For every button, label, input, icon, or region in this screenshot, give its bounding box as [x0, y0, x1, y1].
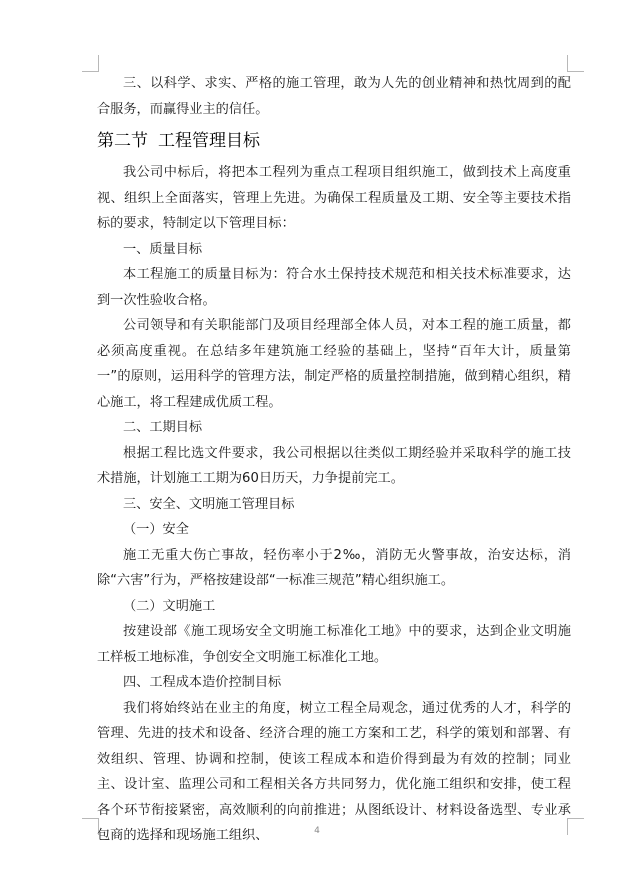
page-number: 4	[314, 826, 320, 836]
subheading-quality: 一、质量目标	[123, 241, 203, 257]
document-body	[97, 71, 571, 849]
subheading-safety: 三、安全、文明施工管理目标	[123, 496, 295, 512]
paragraph: 我们将始终站在业主的角度，树立工程全局观念，通过优秀的人才，科学的管理、先进的技术和设备、经济合理的施工方案和工艺，科学的策划和部署、有效组织、管理、协调和控制，使该工程成本和造价得到最为有效的控制；同业主、设计室、监理公司和工程相关各方共同努力，优化施工组织和安排，使工程各个环节衔接紧密，高效顺利的向前推进；从图纸设计、材料设备选型、专业承包商的选择和现场施工组织、	[97, 700, 571, 843]
paragraph: 公司领导和有关职能部门及项目经理部全体人员，对本工程的施工质量，都必须高度重视。在总结多年建筑施工经验的基础上，坚持“百年大计，质量第一”的原则，运用科学的管理方法，制定严格的质量控制措施，做到精心组织，精心施工，将工程建成优质工程。	[97, 318, 571, 410]
paragraph: 按建设部《施工现场安全文明施工标准化工地》中的要求，达到企业文明施工样板工地标准，争创安全文明施工标准化工地。	[97, 624, 571, 665]
subheading-cost: 四、工程成本造价控制目标	[123, 675, 282, 690]
paragraph: 本工程施工的质量目标为：符合水土保持技术规范和相关技术标准要求，达到一次性验收合格。	[97, 267, 571, 308]
paragraph: 我公司中标后，将把本工程列为重点工程项目组织施工，做到技术上高度重视、组织上全面落实，管理上先进。为确保工程质量及工期、安全等主要技术指标的要求，特制定以下管理目标：	[97, 165, 571, 231]
section-heading	[97, 126, 571, 157]
subheading-safety-1: （一）安全	[123, 522, 189, 537]
crop-mark-top-left	[82, 55, 99, 72]
crop-mark-top-right	[567, 55, 584, 72]
section-title: 工程管理目标	[158, 131, 260, 151]
intro-paragraph: 三、以科学、求实、严格的施工管理，敢为人先的创业精神和热忱周到的配合服务，而赢得业主的信任。	[97, 76, 571, 117]
paragraph: 根据工程比选文件要求，我公司根据以往类似工期经验并采取科学的施工技术措施，计划施工工期为60日历天，力争提前完工。	[97, 445, 571, 486]
paragraph: 施工无重大伤亡事故，轻伤率小于2‰，消防无火警事故，治安达标，消除“六害”行为，严格按建设部“一标准三规范”精心组织施工。	[97, 547, 571, 588]
section-number: 第二节	[97, 131, 148, 151]
subheading-civilized: （二）文明施工	[123, 598, 216, 614]
subheading-schedule: 二、工期目标	[123, 420, 203, 435]
